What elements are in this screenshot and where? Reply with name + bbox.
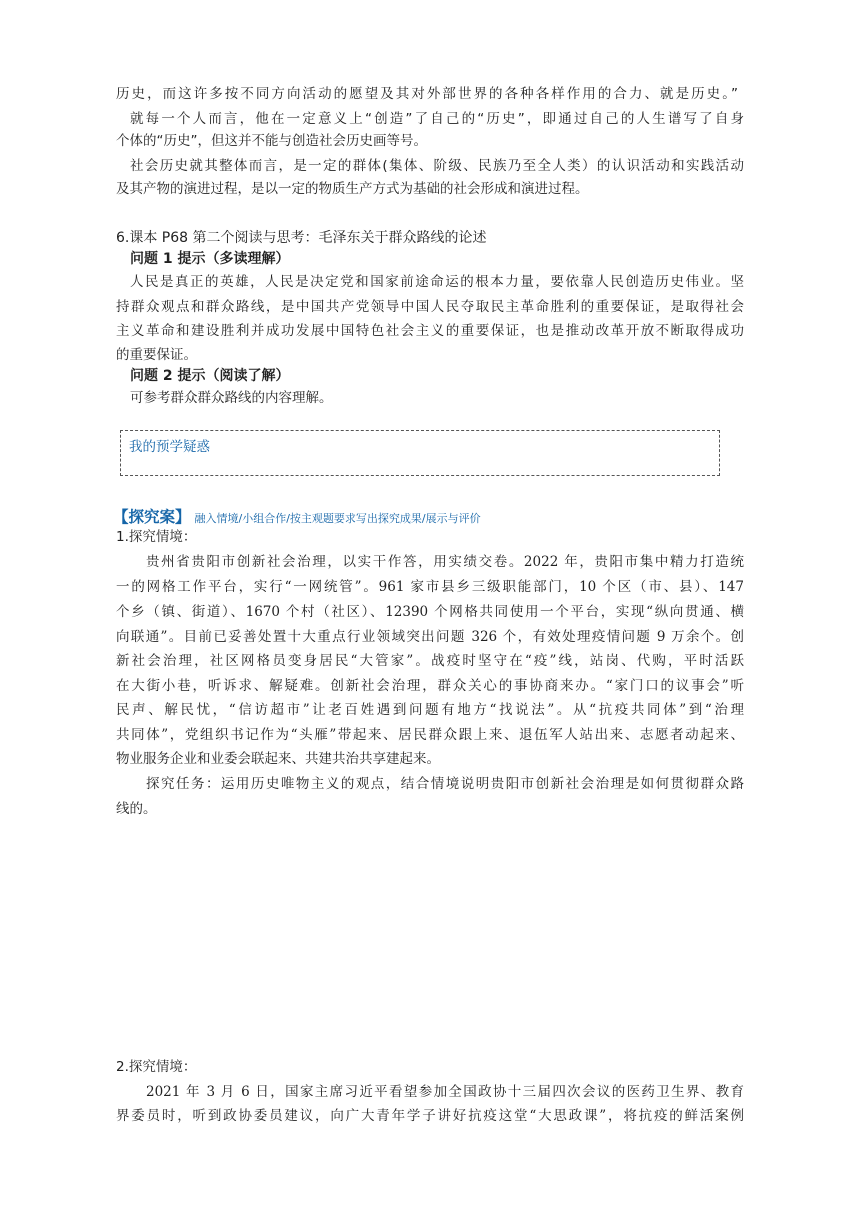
paragraph-line: 社会历史就其整体而言，是一定的群体(集体、阶级、民族乃至全人类）的认识活动和实践活动 <box>130 158 744 174</box>
paragraph-line: 贵州省贵阳市创新社会治理，以实干作答，用实绩交卷。2022 年，贵阳市集中精力打造统 <box>146 554 744 570</box>
paragraph-line: 新社会治理，社区网格员变身居民“大管家”。战疫时坚守在“疫”线，站岗、代购，平时活跃 <box>116 653 744 669</box>
question-1-title: 问题 1 提示（多读理解） <box>130 251 290 267</box>
paragraph-line: 界委员时，听到政协委员建议，向广大青年学子讲好抗疫这堂“大思政课”，将抗疫的鲜活案例 <box>116 1108 744 1124</box>
paragraph-line: 及其产物的演进过程，是以一定的物质生产方式为基础的社会形成和演进过程。 <box>116 181 589 197</box>
paragraph-line: 就每一个人而言，他在一定意义上“创造”了自己的“历史”，即通过自己的人生谱写了自身 <box>130 111 744 127</box>
question-2-title: 问题 2 提示（阅读了解） <box>130 368 290 384</box>
paragraph-line: 个体的“历史”，但这并不能与创造社会历史画等号。 <box>116 133 427 149</box>
paragraph-line: 历史，而这许多按不同方向活动的愿望及其对外部世界的各种各样作用的合力、就是历史。” <box>116 86 738 102</box>
section-heading: 6.课本 P68 第二个阅读与思考：毛泽东关于群众路线的论述 <box>116 230 487 246</box>
explore-1-heading: 1.探究情境： <box>116 529 197 545</box>
paragraph-line: 在大街小巷，听诉求、解疑难。创新社会治理，群众关心的事协商来办。“家门口的议事会”听 <box>116 678 744 694</box>
paragraph-line: 人民是真正的英雄，人民是决定党和国家前途命运的根本力量，要依靠人民创造历史伟业。坚 <box>130 274 744 290</box>
paragraph-line: 2021 年 3 月 6 日，国家主席习近平看望参加全国政协十三届四次会议的医药卫生界、教育 <box>146 1084 744 1100</box>
paragraph-line: 个乡（镇、街道）、1670 个村（社区）、12390 个网格共同使用一个平台，实现“纵向贯通、横 <box>116 604 744 620</box>
paragraph-line: 向联通”。目前已妥善处置十大重点行业领域突出问题 326 个，有效处理疫情问题 9 万余个。创 <box>116 629 744 645</box>
paragraph-line: 民声、解民忧，“信访超市”让老百姓遇到问题有地方“找说法”。从“抗疫共同体”到“治理 <box>116 702 744 718</box>
paragraph-line: 主义革命和建设胜利并成功发展中国特色社会主义的重要保证，也是推动改革开放不断取得成功 <box>116 323 744 339</box>
paragraph-line: 一的网格工作平台，实行“一网统管”。961 家市县乡三级职能部门，10 个区（市、县）、147 <box>116 579 744 595</box>
explore-section-title <box>113 505 481 527</box>
explore-task-line: 线的。 <box>116 801 157 817</box>
explore-task-line: 探究任务：运用历史唯物主义的观点，结合情境说明贵阳市创新社会治理是如何贯彻群众路 <box>146 776 744 792</box>
paragraph-line: 可参考群众群众路线的内容理解。 <box>130 390 333 406</box>
paragraph-line: 共同体”，党组织书记作为“头雁”带起来、居民群众跟上来、退伍军人站出来、志愿者动起来、 <box>116 727 744 743</box>
explore-title-label: 【探究案】 <box>113 508 191 526</box>
explore-subtitle: 融入情境/小组合作/按主观题要求写出探究成果/展示与评价 <box>194 512 481 525</box>
paragraph-line: 物业服务企业和业委会联起来、共建共治共享建起来。 <box>116 751 440 767</box>
pre-study-doubt-box[interactable] <box>120 430 720 476</box>
doubt-box-title: 我的预学疑惑 <box>129 439 210 455</box>
explore-2-heading: 2.探究情境： <box>116 1059 197 1075</box>
paragraph-line: 的重要保证。 <box>116 347 197 363</box>
paragraph-line: 持群众观点和群众路线，是中国共产党领导中国人民夺取民主革命胜利的重要保证，是取得社会 <box>116 299 744 315</box>
